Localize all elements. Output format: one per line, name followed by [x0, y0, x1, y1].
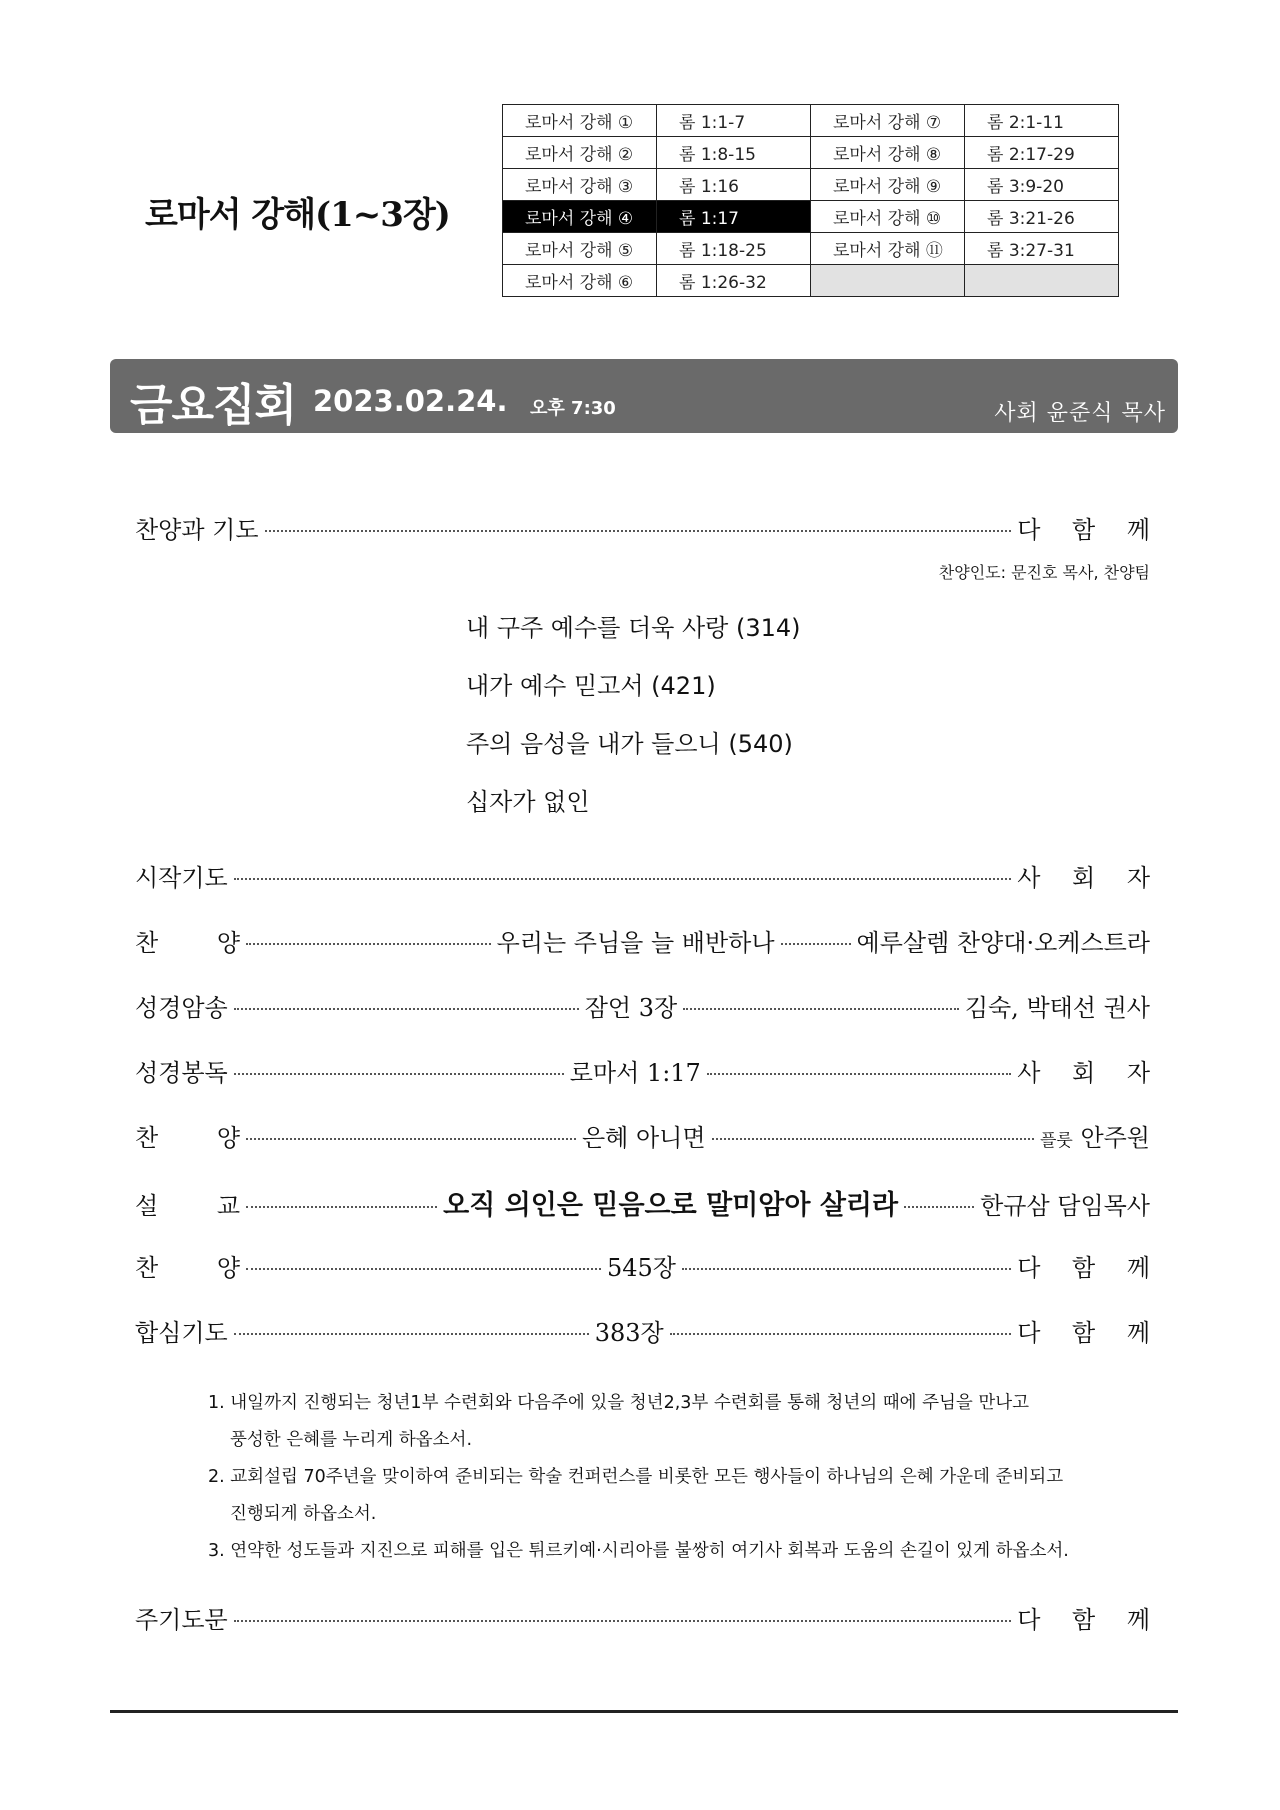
prayer-requests — [208, 1385, 1108, 1570]
leader-dots — [683, 1008, 959, 1010]
order-leader — [1040, 1118, 1150, 1153]
order-label — [135, 1118, 240, 1153]
schedule-row — [503, 201, 1119, 233]
schedule-row — [503, 233, 1119, 265]
presider: 사회 윤준식 목사 — [994, 401, 1166, 426]
order-label: 찬양과 기도 — [135, 516, 259, 544]
leader-dots — [246, 1268, 601, 1270]
order-reading — [135, 1053, 1162, 1088]
leader-dots — [234, 1073, 564, 1075]
order-title: 383장 — [594, 1319, 664, 1347]
order-label: 주기도문 — [135, 1606, 228, 1634]
leader-dots — [781, 943, 851, 945]
schedule-lecture: 로마서 강해 ⑨ — [811, 169, 965, 201]
service-time: 오후 7:30 — [530, 398, 616, 419]
prayer-item: 3. 연약한 성도들과 지진으로 피해를 입은 튀르키예·시리아를 불쌍히 여기사 회복과 도움의 손길이 있게 하옵소서. — [208, 1541, 1069, 1561]
order-leader: 예루살렘 찬양대·오케스트라 — [856, 929, 1150, 957]
order-leader: 사 회 자 — [1017, 1059, 1162, 1087]
label-char: 찬 — [135, 929, 159, 957]
order-praise-prayer — [135, 510, 1162, 545]
sermon-schedule-table — [502, 104, 1119, 297]
order-label — [135, 1186, 240, 1221]
schedule-passage: 롬 3:21-26 — [965, 201, 1119, 233]
schedule-lecture: 로마서 강해 ⑧ — [811, 137, 965, 169]
service-banner — [110, 359, 1178, 433]
schedule-row — [503, 137, 1119, 169]
prayer-item: 1. 내일까지 진행되는 청년1부 수련회와 다음주에 있을 청년2,3부 수련회를 통해 청년의 때에 주님을 만나고 — [208, 1393, 1030, 1413]
hymn-item: 내가 예수 믿고서 (421) — [466, 672, 716, 700]
leader-dots — [234, 1333, 589, 1335]
schedule-passage: 롬 1:17 — [657, 201, 811, 233]
leader-dots — [234, 1008, 579, 1010]
leader-dots — [246, 943, 491, 945]
label-char: 양 — [216, 1124, 240, 1152]
order-title: 은혜 아니면 — [582, 1124, 706, 1152]
order-lords-prayer — [135, 1600, 1162, 1635]
prayer-item-continued: 진행되게 하옵소서. — [230, 1504, 377, 1524]
order-leader: 사 회 자 — [1017, 864, 1162, 892]
label-char: 설 — [135, 1192, 159, 1220]
order-leader: 다 함 께 — [1017, 1254, 1162, 1282]
prayer-item: 2. 교회설립 70주년을 맞이하여 준비되는 학술 컨퍼런스를 비롯한 모든 행사들이 하나님의 은혜 가운데 준비되고 — [208, 1467, 1064, 1487]
order-leader: 한규삼 담임목사 — [980, 1192, 1150, 1220]
leader-dots — [712, 1138, 1034, 1140]
instrument-label: 플룻 — [1039, 1131, 1073, 1151]
schedule-passage: 롬 3:27-31 — [965, 233, 1119, 265]
order-leader: 다 함 께 — [1017, 516, 1162, 544]
order-leader: 김숙, 박태선 권사 — [964, 994, 1150, 1022]
order-praise-choir — [135, 923, 1150, 958]
order-recitation — [135, 988, 1150, 1023]
order-unison-prayer — [135, 1313, 1162, 1348]
label-char: 찬 — [135, 1124, 159, 1152]
praise-leader-note: 찬양인도: 문진호 목사, 찬양팀 — [938, 563, 1150, 582]
order-title: 우리는 주님을 늘 배반하나 — [496, 929, 775, 957]
schedule-cell-empty — [965, 265, 1119, 297]
schedule-lecture: 로마서 강해 ⑥ — [503, 265, 657, 297]
leader-dots — [265, 530, 1012, 532]
leader-dots — [707, 1073, 1011, 1075]
leader-dots — [682, 1268, 1011, 1270]
schedule-lecture: 로마서 강해 ⑩ — [811, 201, 965, 233]
hymn-item: 내 구주 예수를 더욱 사랑 (314) — [466, 614, 801, 642]
leader-dots — [234, 878, 1011, 880]
order-title: 로마서 1:17 — [569, 1059, 701, 1087]
leader-dots — [234, 1620, 1011, 1622]
label-char: 양 — [216, 1254, 240, 1282]
bottom-rule — [110, 1710, 1178, 1713]
performer-name: 안주원 — [1080, 1124, 1150, 1152]
series-title: 로마서 강해(1~3장) — [145, 195, 450, 235]
order-title: 545장 — [607, 1254, 676, 1282]
order-praise-hymn — [135, 1248, 1162, 1283]
schedule-passage: 롬 2:17-29 — [965, 137, 1119, 169]
schedule-lecture: 로마서 강해 ① — [503, 105, 657, 137]
order-title: 잠언 3장 — [584, 994, 678, 1022]
schedule-lecture: 로마서 강해 ② — [503, 137, 657, 169]
order-label: 시작기도 — [135, 864, 228, 892]
service-date: 2023.02.24. — [313, 384, 508, 418]
schedule-passage: 롬 1:1-7 — [657, 105, 811, 137]
schedule-lecture: 로마서 강해 ⑤ — [503, 233, 657, 265]
leader-dots — [670, 1333, 1011, 1335]
schedule-lecture: 로마서 강해 ③ — [503, 169, 657, 201]
schedule-passage: 롬 1:18-25 — [657, 233, 811, 265]
order-label: 성경봉독 — [135, 1059, 228, 1087]
leader-dots — [904, 1206, 974, 1208]
schedule-passage: 롬 1:26-32 — [657, 265, 811, 297]
sermon-title: 오직 의인은 믿음으로 말미암아 살리라 — [443, 1190, 899, 1221]
leader-dots — [246, 1206, 437, 1208]
schedule-lecture: 로마서 강해 ⑪ — [811, 233, 965, 265]
label-char: 교 — [216, 1192, 240, 1220]
schedule-passage: 롬 3:9-20 — [965, 169, 1119, 201]
order-label: 합심기도 — [135, 1319, 228, 1347]
hymn-item: 주의 음성을 내가 들으니 (540) — [466, 730, 793, 758]
label-char: 양 — [216, 929, 240, 957]
schedule-passage: 롬 2:1-11 — [965, 105, 1119, 137]
leader-dots — [246, 1138, 576, 1140]
order-label — [135, 923, 240, 958]
order-label: 성경암송 — [135, 994, 228, 1022]
label-char: 찬 — [135, 1254, 159, 1282]
schedule-row — [503, 169, 1119, 201]
order-label — [135, 1248, 240, 1283]
schedule-lecture: 로마서 강해 ⑦ — [811, 105, 965, 137]
schedule-passage: 롬 1:8-15 — [657, 137, 811, 169]
service-name: 금요집회 — [130, 380, 297, 431]
order-sermon — [135, 1183, 1150, 1222]
schedule-passage: 롬 1:16 — [657, 169, 811, 201]
schedule-row — [503, 105, 1119, 137]
order-opening-prayer — [135, 858, 1162, 893]
schedule-row — [503, 265, 1119, 297]
schedule-cell-empty — [811, 265, 965, 297]
order-leader: 다 함 께 — [1017, 1606, 1162, 1634]
order-leader: 다 함 께 — [1017, 1319, 1162, 1347]
prayer-item-continued: 풍성한 은혜를 누리게 하옵소서. — [230, 1430, 473, 1450]
hymn-item: 십자가 없인 — [466, 788, 590, 816]
order-praise-flute — [135, 1118, 1150, 1153]
schedule-lecture: 로마서 강해 ④ — [503, 201, 657, 233]
